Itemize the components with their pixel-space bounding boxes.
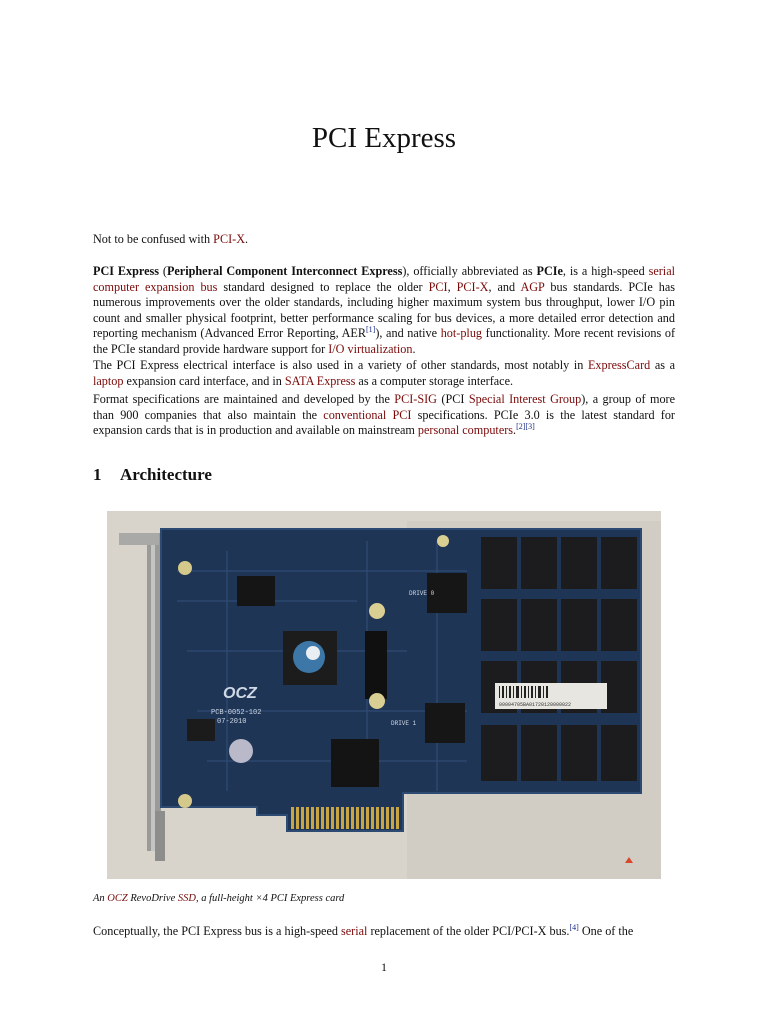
text: Format specifications are maintained and developed by the	[93, 392, 395, 406]
text: ), officially abbreviated as	[402, 264, 537, 278]
text: bus standards. PCIe has numerous improvements over the older standards, including higher maximum system bus throughput, lower I/O pin count and smaller physical footprint, better performance scaling for bus devices, a more detailed error detection and reporting mechanism (Advanced Error Reporting, AER	[93, 279, 676, 340]
link-personal-computers[interactable]: personal computers	[417, 423, 514, 437]
link-hot-plug[interactable]: hot-plug	[440, 326, 483, 340]
link-pci-x[interactable]: PCI-X	[456, 279, 489, 294]
text: One of the	[578, 924, 634, 938]
drive-0-label: DRIVE 0	[409, 590, 435, 597]
text: specifications. PCIe 3.0 is the latest standard for expansion cards that is in production and available on mainstream	[93, 407, 675, 437]
drive-1-label: DRIVE 1	[391, 720, 417, 727]
chip-bottom	[331, 739, 379, 787]
page-number: 1	[381, 960, 387, 974]
text: .	[412, 341, 416, 356]
text: , is a high-speed	[562, 264, 649, 278]
link-agp[interactable]: AGP	[520, 279, 545, 294]
text: (	[158, 264, 167, 278]
text: Conceptually, the PCI Express bus is a high-speed	[93, 924, 341, 938]
mount-hole	[178, 561, 192, 575]
link-pci-x-hatnote[interactable]: PCI-X	[213, 232, 245, 246]
link-serial[interactable]: serial	[341, 924, 368, 938]
barcode-text: 00004705BA01720120000022	[499, 702, 572, 708]
text: functionality. More recent revisions of the PCIe standard provide hardware support for	[93, 326, 676, 356]
connector-vertical	[365, 631, 387, 699]
mount-hole	[178, 794, 192, 808]
mount-hole	[369, 693, 385, 709]
intro-paragraph-1	[93, 264, 675, 357]
link-pci-sig[interactable]: PCI-SIG	[394, 392, 437, 406]
text: standard designed to replace the older	[217, 279, 429, 294]
link-pci[interactable]: PCI	[428, 279, 448, 294]
text: .	[513, 423, 517, 437]
text: , and	[488, 279, 521, 294]
bracket-highlight	[151, 533, 155, 851]
hatnote	[93, 232, 675, 248]
text: An	[93, 893, 108, 904]
text: as a computer storage interface.	[355, 373, 514, 388]
board-label-2: 07-2010	[217, 718, 247, 726]
section-title: Architecture	[120, 465, 212, 484]
link-ssd[interactable]: SSD	[177, 893, 196, 904]
brand-silkscreen: OCZ	[223, 685, 257, 702]
board-label-1: PCB-0052-102	[211, 709, 262, 717]
link-conventional-pci[interactable]: conventional PCI	[323, 407, 412, 422]
figure-image	[107, 511, 661, 879]
citation-3[interactable]: [3]	[525, 421, 535, 431]
intro-paragraph-2	[93, 358, 675, 389]
link-ocz[interactable]: OCZ	[107, 893, 128, 904]
pcie-card-photo	[107, 511, 661, 879]
link-io-virtualization[interactable]: I/O virtualization	[328, 341, 413, 356]
body-paragraph	[93, 924, 675, 940]
text: The PCI Express electrical interface is also used in a variety of other standards, most notably in	[93, 358, 588, 372]
logo-highlight	[306, 646, 320, 660]
text: as a	[650, 358, 676, 372]
link-serial-bus[interactable]: serial computer expansion bus	[93, 264, 675, 294]
capacitor	[229, 739, 253, 763]
intro-paragraph-3	[93, 392, 675, 439]
link-special-interest-group[interactable]: Special Interest Group	[468, 392, 582, 406]
mount-hole	[369, 603, 385, 619]
link-laptop[interactable]: laptop	[93, 373, 124, 388]
text: replacement of the older PCI/PCI-X bus.	[367, 924, 570, 938]
text: (PCI	[436, 392, 469, 406]
term-pcie: PCIe	[536, 264, 563, 278]
chip-drive1	[425, 703, 465, 743]
chip-left	[187, 719, 215, 741]
link-expresscard[interactable]: ExpressCard	[587, 358, 651, 372]
text: ,	[447, 279, 457, 294]
text: ), and native	[375, 326, 441, 340]
text: RevoDrive	[127, 893, 178, 904]
hatnote-prefix: Not to be confused with	[93, 232, 214, 246]
citation-1[interactable]: [1]	[366, 324, 376, 334]
bracket-foot	[155, 811, 165, 861]
mount-hole	[437, 535, 449, 547]
section-number: 1	[93, 465, 102, 484]
citation-2[interactable]: [2]	[516, 421, 526, 431]
text: expansion card interface, and in	[123, 373, 285, 388]
term-full-name: Peripheral Component Interconnect Express	[166, 264, 403, 278]
bracket-tab	[119, 533, 159, 545]
link-sata-express[interactable]: SATA Express	[284, 373, 356, 388]
text: , a full-height ×4 PCI Express card	[195, 893, 345, 904]
hatnote-suffix: .	[245, 232, 249, 246]
figure-caption	[93, 893, 344, 904]
chip-small-top	[237, 576, 275, 606]
text: ), a group of more than 900 companies that also maintain the	[93, 392, 676, 422]
page-title: PCI Express	[311, 122, 457, 154]
section-heading-architecture	[93, 465, 212, 485]
term-pci-express: PCI Express	[93, 264, 159, 278]
citation-4[interactable]: [4]	[569, 922, 579, 932]
